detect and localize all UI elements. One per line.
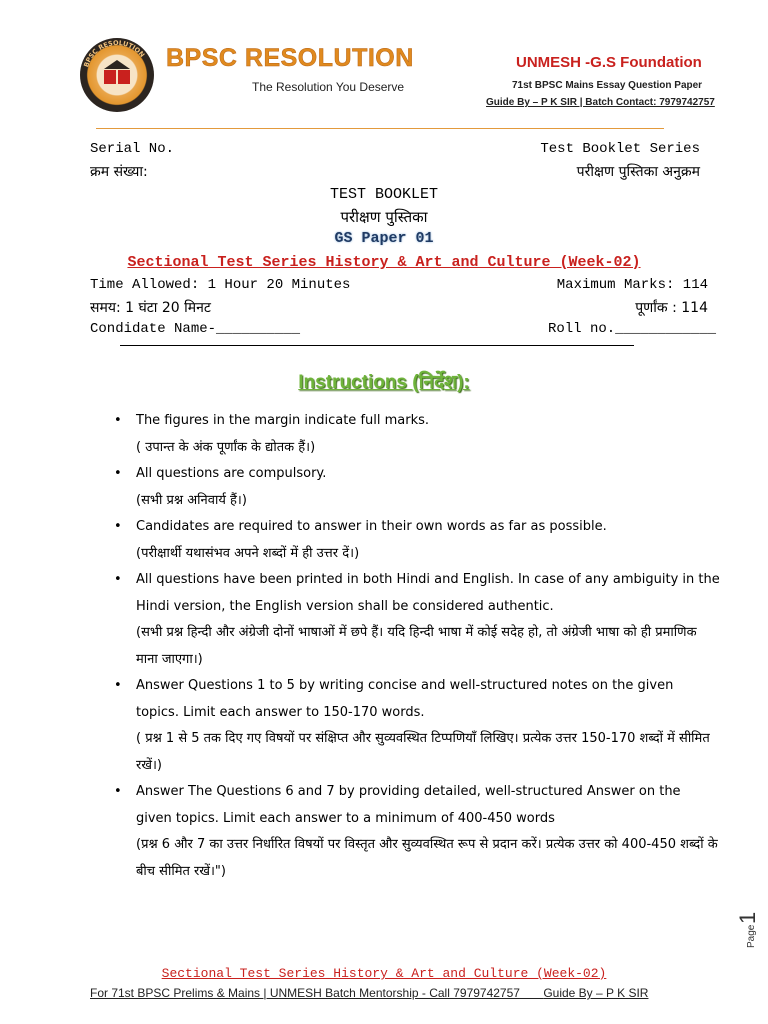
series-label-hi: परीक्षण पुस्तिका अनुक्रम — [576, 164, 700, 180]
instruction-hi: (सभी प्रश्न हिन्दी और अंग्रेजी दोनों भाषाओं में छपे हैं। यदि हिन्दी भाषा में कोई सदेह हो, तो अंग्रेजी भाषा को ही प्रमाणिक माना जाएगा।) — [136, 625, 697, 667]
foundation-title: UNMESH -G.S Foundation — [516, 54, 702, 71]
foundation-guide: Guide By – P K SIR | Batch Contact: 7979742757 — [486, 97, 715, 108]
footer-title: Sectional Test Series History & Art and Culture (Week-02) — [161, 966, 607, 981]
series-label-en: Test Booklet Series — [540, 141, 700, 157]
header-divider — [96, 128, 664, 129]
page-number — [735, 905, 765, 957]
time-allowed-en: Time Allowed: 1 Hour 20 Minutes — [90, 277, 351, 293]
instructions-heading: Instructions (निर्देश): — [298, 372, 470, 393]
instruction-en: Answer Questions 1 to 5 by writing concise and well-structured notes on the given topics. Limit each answer to 150-170 words. — [136, 678, 674, 720]
meta-divider — [120, 345, 634, 346]
list-item: • All questions are compulsory. (सभी प्रश्न अनिवार्य हैं।) — [114, 466, 327, 508]
logo — [80, 38, 154, 112]
page-label: Page — [746, 924, 757, 948]
instruction-hi: (परीक्षार्थी यथासंभव अपने शब्दों में ही उत्तर दें।) — [136, 545, 360, 561]
footer-line — [90, 986, 648, 1000]
instruction-hi: (प्रश्न 6 और 7 का उत्तर निर्धारित विषयों पर विस्तृत और सुव्यवस्थित रूप से प्रदान करें। प्रत्येक उत्तर को 400-450 शब्दों के बीच सीमित रखें।") — [136, 837, 718, 879]
instruction-en: All questions are compulsory. — [136, 466, 327, 481]
candidate-name: Condidate Name-__________ — [90, 321, 301, 337]
serial-label-hi: क्रम संख्या: — [90, 164, 148, 180]
list-item: • Candidates are required to answer in their own words as far as possible. (परीक्षार्थी यथासंभव अपने शब्दों में ही उत्तर दें।) — [114, 519, 607, 561]
list-item: • The figures in the margin indicate full marks. ( उपान्त के अंक पूर्णांक के द्योतक हैं।) — [114, 413, 430, 455]
instruction-en: All questions have been printed in both Hindi and English. In case of any ambiguity in the Hindi version, the English version shall be considered authentic. — [136, 572, 720, 614]
booklet-title-en: TEST BOOKLET — [329, 186, 439, 203]
instruction-hi: ( प्रश्न 1 से 5 तक दिए गए विषयों पर संक्षिप्त और सुव्यवस्थित टिप्पणियाँ लिखिए। प्रत्येक उत्तर 150-170 शब्दों में सीमित रखें।) — [136, 731, 710, 773]
logo-ring-text: BPSC RESOLUTION — [82, 38, 147, 69]
instruction-en: Candidates are required to answer in their own words as far as possible. — [136, 519, 607, 534]
booklet-title-hi: परीक्षण पुस्तिका — [340, 208, 428, 226]
footer-right: Guide By – P K SIR — [543, 986, 649, 1000]
paper-title: GS Paper 01 — [334, 230, 434, 247]
page-digit: 1 — [735, 911, 760, 924]
list-item: • Answer The Questions 6 and 7 by providing detailed, well-structured Answer on the given topics. Limit each answer to a minimum of 400-450 words (प्रश्न 6 और 7 का उत्तर निर्धारित विषयों पर विस्तृत और सुव्यवस्थित रूप से प्रदान करें। प्रत्येक उत्तर को 400-450 शब्दों के बीच सीमित रखें।") — [114, 784, 718, 879]
footer-left: For 71st BPSC Prelims & Mains | UNMESH Batch Mentorship - Call 7979742757 — [90, 986, 520, 1000]
serial-label-en: Serial No. — [90, 141, 175, 157]
max-marks-en: Maximum Marks: 114 — [556, 277, 708, 293]
instructions-list — [108, 408, 720, 885]
list-item: • Answer Questions 1 to 5 by writing concise and well-structured notes on the given topics. Limit each answer to 150-170 words. ( प्रश्न 1 से 5 तक दिए गए विषयों पर संक्षिप्त और सुव्यवस्थित टिप्पणियाँ लिखिए। प्रत्येक उत्तर 150-170 शब्दों में सीमित रखें।) — [114, 678, 710, 773]
brand-title: BPSC RESOLUTION — [166, 44, 414, 72]
instruction-en: The figures in the margin indicate full marks. — [136, 413, 430, 428]
time-allowed-hi: समय: 1 घंटा 20 मिनट — [90, 300, 211, 316]
max-marks-hi: पूर्णांक : 114 — [635, 300, 708, 316]
section-title: Sectional Test Series History & Art and Culture (Week-02) — [127, 254, 641, 271]
foundation-subtitle: 71st BPSC Mains Essay Question Paper — [512, 80, 703, 91]
roll-number: Roll no.____________ — [547, 321, 716, 337]
book-icon — [80, 38, 154, 112]
brand-tagline: The Resolution You Deserve — [252, 80, 405, 94]
instruction-hi: (सभी प्रश्न अनिवार्य हैं।) — [136, 492, 247, 508]
instruction-en: Answer The Questions 6 and 7 by providing detailed, well-structured Answer on the given topics. Limit each answer to a minimum of 400-450 words — [136, 784, 681, 826]
list-item: • All questions have been printed in both Hindi and English. In case of any ambiguity in the Hindi version, the English version shall be considered authentic. (सभी प्रश्न हिन्दी और अंग्रेजी दोनों भाषाओं में छपे हैं। यदि हिन्दी भाषा में कोई सदेह हो, तो अंग्रेजी भाषा को ही प्रमाणिक माना जाएगा।) — [114, 572, 720, 667]
instruction-hi: ( उपान्त के अंक पूर्णांक के द्योतक हैं।) — [136, 439, 316, 455]
